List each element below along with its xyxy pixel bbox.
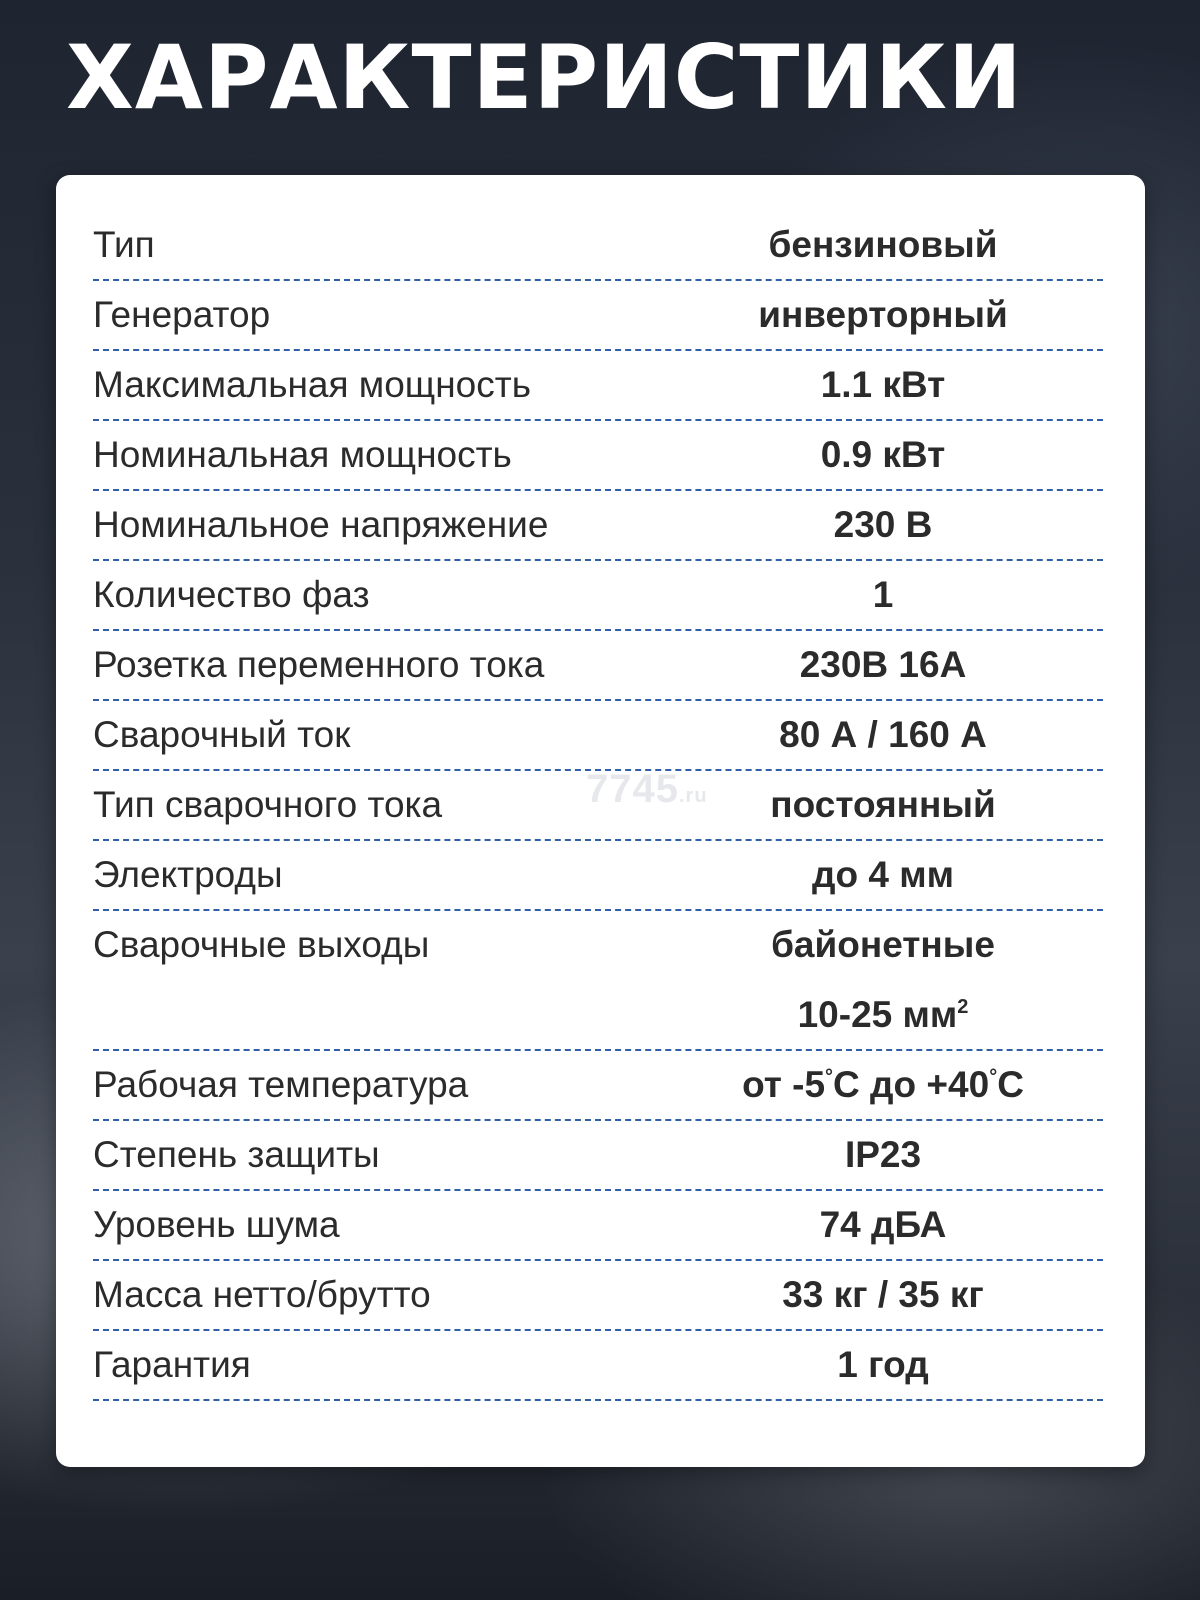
- watermark-suffix: .ru: [678, 785, 708, 807]
- spec-value: бензиновый: [768, 224, 998, 265]
- spec-row-ac-socket: [93, 631, 1103, 701]
- spec-label: Розетка переменного тока: [93, 644, 545, 685]
- spec-label: Тип: [93, 224, 155, 265]
- specs-card: [56, 175, 1145, 1467]
- spec-value: 1: [872, 574, 894, 615]
- degree-sign: °: [825, 1066, 834, 1088]
- temp-min-text: от -5: [742, 1064, 826, 1105]
- spec-value: байонетные: [771, 924, 995, 965]
- spec-value: до 4 мм: [812, 854, 954, 895]
- spec-value: 80 А / 160 А: [779, 714, 987, 755]
- spec-value: 230 В: [833, 504, 933, 545]
- spec-label: Масса нетто/брутто: [93, 1274, 431, 1315]
- spec-label: Уровень шума: [93, 1204, 340, 1245]
- spec-row-welding-outputs: [93, 911, 1103, 1051]
- spec-label: Количество фаз: [93, 574, 370, 615]
- spec-row-max-power: [93, 351, 1103, 421]
- spec-label: Номинальное напряжение: [93, 504, 549, 545]
- spec-label: Электроды: [93, 854, 283, 895]
- spec-label: Рабочая температура: [93, 1064, 469, 1105]
- spec-row-electrodes: [93, 841, 1103, 911]
- spec-row-rated-power: [93, 421, 1103, 491]
- page-title: ХАРАКТЕРИСТИКИ: [66, 26, 1023, 129]
- spec-label: Степень защиты: [93, 1134, 380, 1175]
- spec-label: Сварочные выходы: [93, 924, 430, 965]
- spec-row-operating-temperature: [93, 1051, 1103, 1121]
- spec-row-weight: [93, 1261, 1103, 1331]
- temp-max-text: C до +40: [833, 1064, 990, 1105]
- spec-value-text: 10-25 мм: [797, 994, 958, 1035]
- spec-label: Гарантия: [93, 1344, 251, 1385]
- spec-value: инверторный: [758, 294, 1008, 335]
- spec-value: постоянный: [770, 784, 996, 825]
- temp-unit-text: C: [997, 1064, 1024, 1105]
- watermark: [586, 767, 708, 812]
- degree-sign: °: [989, 1066, 998, 1088]
- spec-label: Номинальная мощность: [93, 434, 512, 475]
- spec-value: 230В 16А: [799, 644, 967, 685]
- spec-value: 33 кг / 35 кг: [782, 1274, 984, 1315]
- spec-row-rated-voltage: [93, 491, 1103, 561]
- spec-row-noise: [93, 1191, 1103, 1261]
- spec-value: 74 дБА: [819, 1204, 947, 1245]
- spec-row-generator: [93, 281, 1103, 351]
- spec-value: [693, 1051, 1073, 1119]
- superscript-2: 2: [957, 996, 969, 1018]
- spec-row-welding-current: [93, 701, 1103, 771]
- spec-label: Сварочный ток: [93, 714, 351, 755]
- spec-row-phases: [93, 561, 1103, 631]
- spec-value: 0.9 кВт: [820, 434, 946, 475]
- spec-value: 1 год: [837, 1344, 929, 1385]
- spec-value: IP23: [844, 1134, 922, 1175]
- spec-row-warranty: [93, 1331, 1103, 1401]
- spec-row-protection: [93, 1121, 1103, 1191]
- spec-row-type: [93, 211, 1103, 281]
- spec-value-line2: [693, 981, 1073, 1049]
- spec-label: Тип сварочного тока: [93, 784, 443, 825]
- watermark-main: 7745: [586, 767, 679, 811]
- spec-label: Генератор: [93, 294, 271, 335]
- spec-value: 1.1 кВт: [820, 364, 946, 405]
- spec-label: Максимальная мощность: [93, 364, 531, 405]
